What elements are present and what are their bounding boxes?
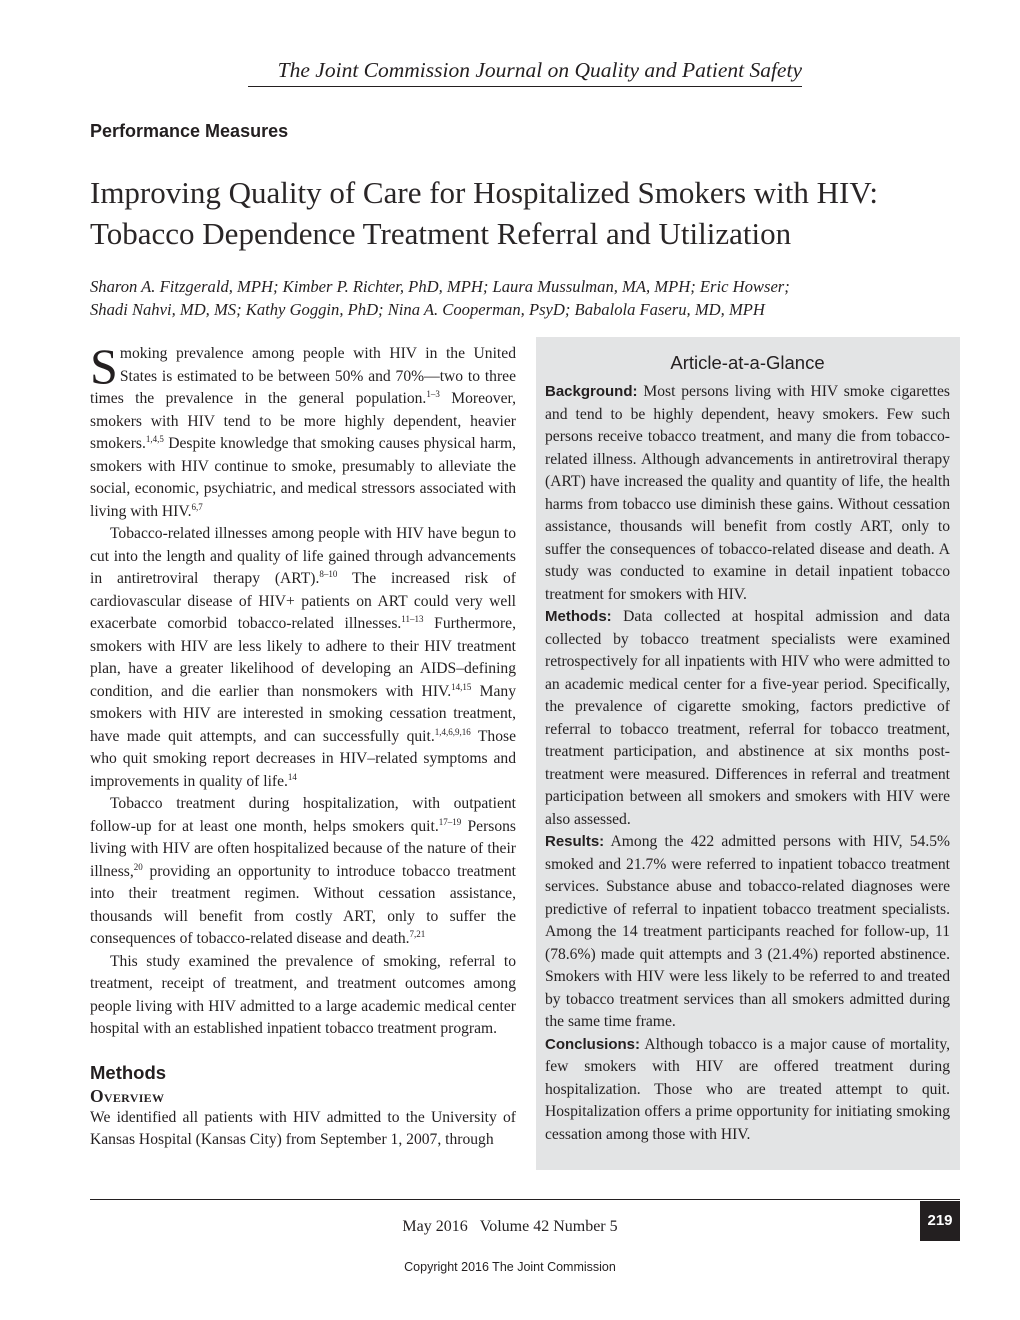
citation: 20	[133, 861, 143, 872]
body-paragraph-5: We identified all patients with HIV admitted to the University of Kansas Hospital (Kansas City) from September 1, 2007, through	[90, 1108, 516, 1148]
glance-methods	[545, 606, 950, 831]
body-paragraph-3	[90, 793, 516, 951]
p1-text-2: Moreover, smokers with HIV tend to be more highly dependent, heavier smokers.	[90, 390, 516, 452]
glance-results	[545, 831, 950, 1034]
footer-divider	[90, 1199, 960, 1200]
glance-conclusions	[545, 1034, 950, 1147]
methods-heading: Methods	[90, 1061, 167, 1083]
body-paragraph-2	[90, 523, 516, 793]
glance-background-label: Background:	[545, 383, 638, 400]
author-line-1: Sharon A. Fitzgerald, MPH; Kimber P. Richter, PhD, MPH; Laura Mussulman, MA, MPH; Eric Howser;	[90, 277, 790, 296]
p3-text-3: providing an opportunity to introduce tobacco treatment into their treatment regimen. Without cessation assistance, thousands will benefit from costly ART, only to suffer the consequences of tobacco-related disease and death.	[90, 862, 516, 947]
citation: 11–13	[401, 614, 424, 624]
p2-text-3: Furthermore, smokers with HIV are less likely to adhere to their HIV treatment plan, have a greater likelihood of developing an AIDS–defining condition, and die earlier than nonsmokers with HIV.	[90, 615, 516, 700]
article-title-line-2: Tobacco Dependence Treatment Referral and Utilization	[90, 216, 792, 251]
p2-text-1: Tobacco-related illnesses among people with HIV have begun to cut into the length and quality of life gained through advancements in antiretroviral therapy (ART).	[90, 525, 516, 587]
glance-conclusions-text: Although tobacco is a major cause of mortality, few smokers with HIV are offered treatment during hospitalization. Those who are treated attempt to quit. Hospitalization offers a prime opportunity for initiating smoking cessation among those with HIV.	[545, 1035, 950, 1143]
citation: 6,7	[191, 501, 203, 512]
glance-background	[545, 381, 950, 606]
citation: 8–10	[319, 569, 338, 579]
glance-conclusions-label: Conclusions:	[545, 1035, 641, 1053]
citation: 17–19	[438, 816, 462, 827]
glance-results-label: Results:	[545, 833, 605, 850]
glance-methods-label: Methods:	[545, 608, 612, 625]
copyright-notice: Copyright 2016 The Joint Commission	[404, 1260, 616, 1274]
citation: 14,15	[451, 681, 472, 692]
author-line-2: Shadi Nahvi, MD, MS; Kathy Goggin, PhD; Nina A. Cooperman, PsyD; Babalola Faseru, MD, MPH	[90, 300, 765, 319]
glance-results-text: Among the 422 admitted persons with HIV, 54.5% smoked and 21.7% were referred to inpatient tobacco treatment services. Substance abuse and tobacco-related diagnoses were predictive of referral to inpatient tobacco treatment specialists. Among the 14 treatment participants reached for follow-up, 11 (78.6%) made quit attempts and 3 (21.4%) reported abstinence. Smokers with HIV were less likely to be referred to and treated by tobacco treatment services than all smokers admitted during the same time frame.	[545, 833, 950, 1030]
footer-issue-info	[0, 1216, 1020, 1238]
p1-text-3: Despite knowledge that smoking causes physical harm, smokers with HIV continue to smoke, presumably to alleviate the social, economic, psychiatric, and medical stressors associated with living with HIV.	[90, 435, 516, 520]
glance-methods-text: Data collected at hospital admission and data collected by tobacco treatment specialists were examined retrospectively for all inpatients with HIV who were admitted to an academic medical center for a five-year period. Specifically, the prevalence of cigarette smoking, factors predictive of referral to tobacco treatment, referral for tobacco treatment, treatment participation, and abstinence at six months post-treatment were measured. Differences in referral and treatment participation between all smokers and smokers with HIV were also assessed.	[545, 608, 950, 828]
drop-cap: S	[90, 338, 118, 394]
glance-background-text: Most persons living with HIV smoke cigarettes and tend to be highly dependent, heavy smokers. Few such persons receive tobacco treatment, and many die from tobacco-related illness. Although advancements in antiretroviral therapy (ART) have increased the quality and quantity of life, the health harms from tobacco use diminish these gains. Without cessation assistance, thousands will benefit from costly ART, only to suffer the consequences of tobacco-related disease and death. A study was conducted to examine in detail inpatient tobacco treatment for smokers with HIV.	[545, 383, 950, 603]
page-number: 219	[920, 1201, 960, 1241]
journal-title: The Joint Commission Journal on Quality and Patient Safety	[248, 56, 802, 87]
overview-heading: Overview	[90, 1085, 165, 1106]
p1-text-1: moking prevalence among people with HIV in the United States is estimated to be between 50% and 70%—two to three times the prevalence in the general population.	[90, 345, 516, 407]
citation: 1–3	[426, 389, 440, 399]
citation: 14	[287, 771, 297, 782]
p2-text-4: Many smokers with HIV are interested in smoking cessation treatment, have made quit attempts, and can successfully quit.	[90, 682, 516, 745]
p3-text-2: Persons living with HIV are often hospitalized because of the nature of their illness,	[90, 817, 516, 880]
glance-heading: Article-at-a-Glance	[670, 352, 825, 373]
body-paragraph-4: This study examined the prevalence of smoking, referral to treatment, receipt of treatment, and treatment outcomes among people living with HIV admitted to a large academic medical center hospital with an established inpatient tobacco treatment program.	[90, 952, 516, 1037]
citation: 1,4,5	[145, 434, 164, 444]
article-title	[90, 172, 950, 254]
body-paragraph-1	[90, 338, 516, 523]
footer-volume: Volume 42 Number 5	[479, 1218, 618, 1235]
article-title-line-1: Improving Quality of Care for Hospitalized Smokers with HIV:	[90, 175, 879, 210]
article-at-a-glance-box	[536, 337, 960, 1170]
p2-text-2: The increased risk of cardiovascular disease of HIV+ patients on ART could very well exacerbate comorbid tobacco-related illnesses.	[90, 570, 516, 632]
p3-text-1: Tobacco treatment during hospitalization, with outpatient follow-up for at least one month, helps smokers quit.	[90, 795, 516, 835]
citation: 7,21	[409, 929, 426, 939]
p2-text-5: Those who quit smoking report decreases in HIV–related symptoms and improvements in quality of life.	[90, 727, 516, 790]
section-label: Performance Measures	[90, 121, 289, 141]
author-list	[90, 275, 950, 321]
citation: 1,4,6,9,16	[434, 726, 471, 737]
body-column	[90, 338, 516, 1152]
footer-date: May 2016	[402, 1218, 468, 1235]
